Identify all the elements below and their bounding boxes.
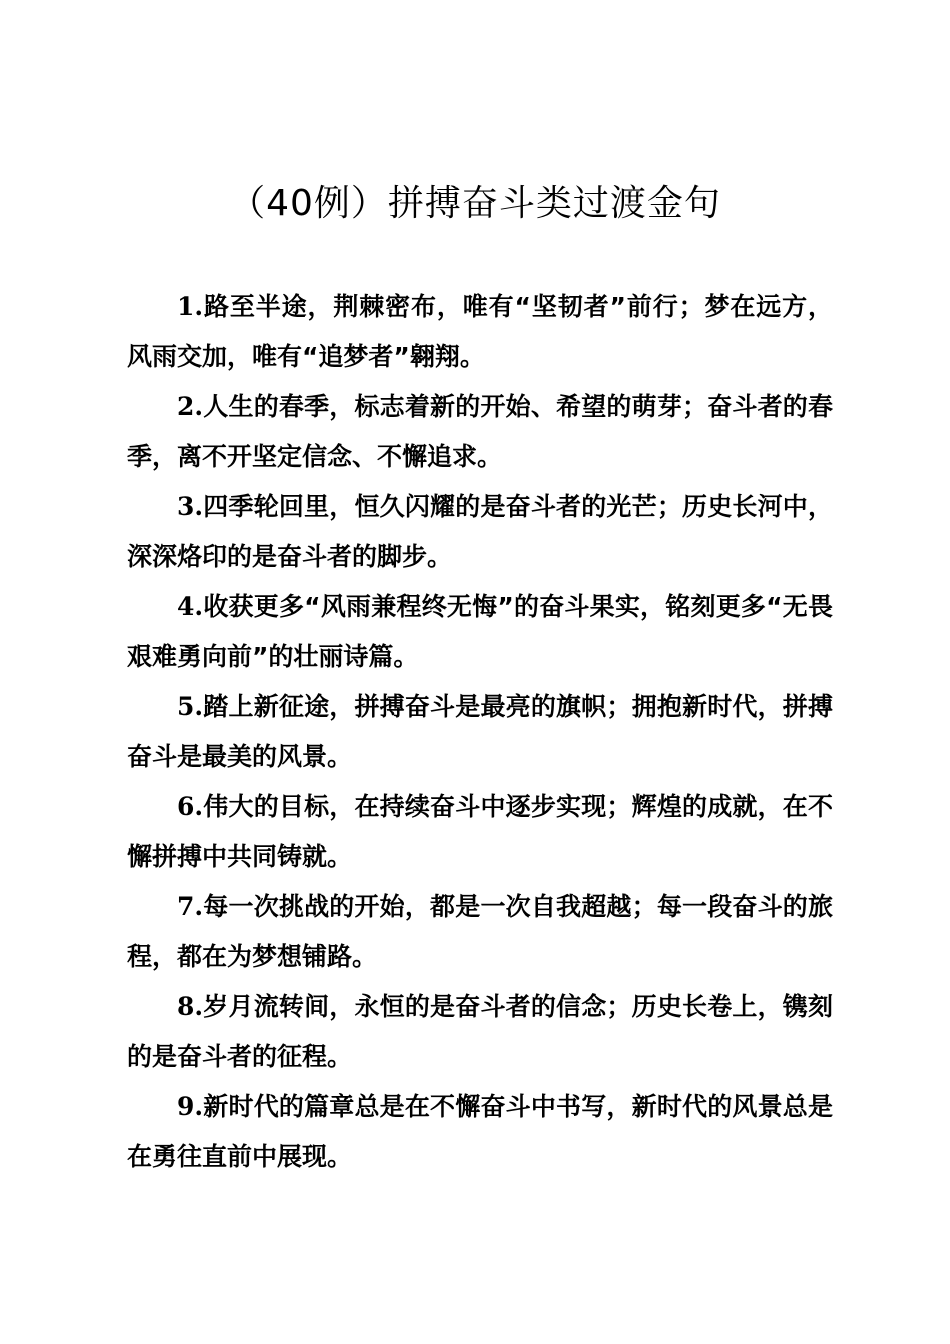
list-item bbox=[127, 782, 833, 882]
list-item bbox=[127, 682, 833, 782]
quote-list bbox=[127, 282, 833, 1182]
item-text: 新时代的篇章总是在不懈奋斗中书写，新时代的风景总是在勇往直前中展现。 bbox=[127, 1092, 833, 1171]
document-title: （40例）拼搏奋斗类过渡金句 bbox=[229, 183, 721, 224]
item-text: 四季轮回里，恒久闪耀的是奋斗者的光芒；历史长河中，深深烙印的是奋斗者的脚步。 bbox=[127, 492, 833, 571]
list-item bbox=[127, 382, 833, 482]
item-number: 5. bbox=[177, 692, 204, 721]
item-text: 人生的春季，标志着新的开始、希望的萌芽；奋斗者的春季，离不开坚定信念、不懈追求。 bbox=[127, 392, 833, 471]
item-text: 每一次挑战的开始，都是一次自我超越；每一段奋斗的旅程，都在为梦想铺路。 bbox=[127, 892, 833, 971]
item-text: 踏上新征途，拼搏奋斗是最亮的旗帜；拥抱新时代，拼搏奋斗是最美的风景。 bbox=[127, 692, 833, 771]
list-item bbox=[127, 582, 833, 682]
item-text: 伟大的目标，在持续奋斗中逐步实现；辉煌的成就，在不懈拼搏中共同铸就。 bbox=[127, 792, 833, 871]
list-item bbox=[127, 282, 833, 382]
list-item bbox=[127, 882, 833, 982]
list-item bbox=[127, 1082, 833, 1182]
item-number: 4. bbox=[177, 592, 204, 621]
list-item bbox=[127, 482, 833, 582]
item-number: 7. bbox=[177, 892, 204, 921]
item-text: 岁月流转间，永恒的是奋斗者的信念；历史长卷上，镌刻的是奋斗者的征程。 bbox=[127, 992, 833, 1071]
item-number: 9. bbox=[177, 1092, 204, 1121]
item-number: 2. bbox=[177, 392, 204, 421]
item-text: 收获更多“风雨兼程终无悔”的奋斗果实，铭刻更多“无畏艰难勇向前”的壮丽诗篇。 bbox=[127, 592, 833, 671]
list-item bbox=[127, 982, 833, 1082]
item-text: 路至半途，荆棘密布，唯有“坚韧者”前行；梦在远方，风雨交加，唯有“追梦者”翱翔。 bbox=[127, 292, 833, 371]
item-number: 1. bbox=[177, 292, 204, 321]
item-number: 8. bbox=[177, 992, 204, 1021]
item-number: 3. bbox=[177, 492, 204, 521]
item-number: 6. bbox=[177, 792, 204, 821]
